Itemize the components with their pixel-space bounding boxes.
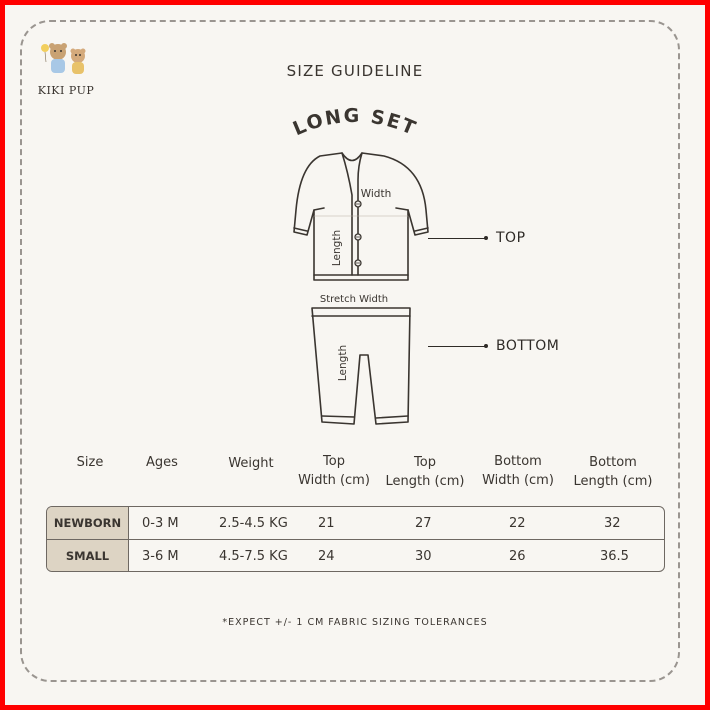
header-ages: Ages (146, 455, 178, 470)
ages-cell: 0-3 M (142, 515, 179, 531)
bottom-length-cell: 32 (604, 515, 621, 531)
garment-illustration (272, 150, 432, 440)
top-length-cell: 30 (415, 548, 432, 564)
top-width-cell: 24 (318, 548, 335, 564)
header-bottom-length: Bottom Length (cm) (573, 455, 653, 489)
table-row (47, 507, 664, 540)
table-row (47, 540, 664, 572)
bottom-callout-line (428, 346, 486, 347)
width-label: Width (360, 188, 392, 200)
bottom-length-cell: 36.5 (600, 548, 629, 564)
header-weight: Weight (228, 456, 274, 471)
bottom-length-label: Length (337, 344, 349, 382)
top-length-cell: 27 (415, 515, 432, 531)
subtitle-text: LONG SET (289, 104, 421, 141)
bottom-width-cell: 26 (509, 548, 526, 564)
header-top-width: Top Width (cm) (298, 454, 370, 488)
top-callout-dot (484, 236, 488, 240)
top-callout-line (428, 238, 486, 239)
size-label: NEWBORN (47, 507, 129, 539)
brand-name: KIKI PUP (37, 84, 95, 97)
svg-text:LONG SET (290, 105, 420, 140)
bottom-callout-label: BOTTOM (496, 338, 560, 354)
page-title: SIZE GUIDELINE (286, 62, 424, 80)
header-bottom-width: Bottom Width (cm) (482, 454, 554, 488)
weight-cell: 2.5-4.5 KG (219, 515, 288, 531)
size-label: SMALL (47, 540, 129, 572)
weight-cell: 4.5-7.5 KG (219, 548, 288, 564)
header-size: Size (76, 455, 104, 470)
bottom-callout-dot (484, 344, 488, 348)
stretch-width-label: Stretch Width (319, 294, 389, 305)
tolerance-footnote: *EXPECT +/- 1 CM FABRIC SIZING TOLERANCES (222, 617, 488, 628)
ages-cell: 3-6 M (142, 548, 179, 564)
size-table (46, 506, 665, 572)
top-callout-label: TOP (496, 230, 526, 246)
top-width-cell: 21 (318, 515, 335, 531)
top-length-label: Length (331, 229, 343, 267)
bottom-width-cell: 22 (509, 515, 526, 531)
header-top-length: Top Length (cm) (385, 455, 465, 489)
curved-subtitle (280, 100, 430, 142)
